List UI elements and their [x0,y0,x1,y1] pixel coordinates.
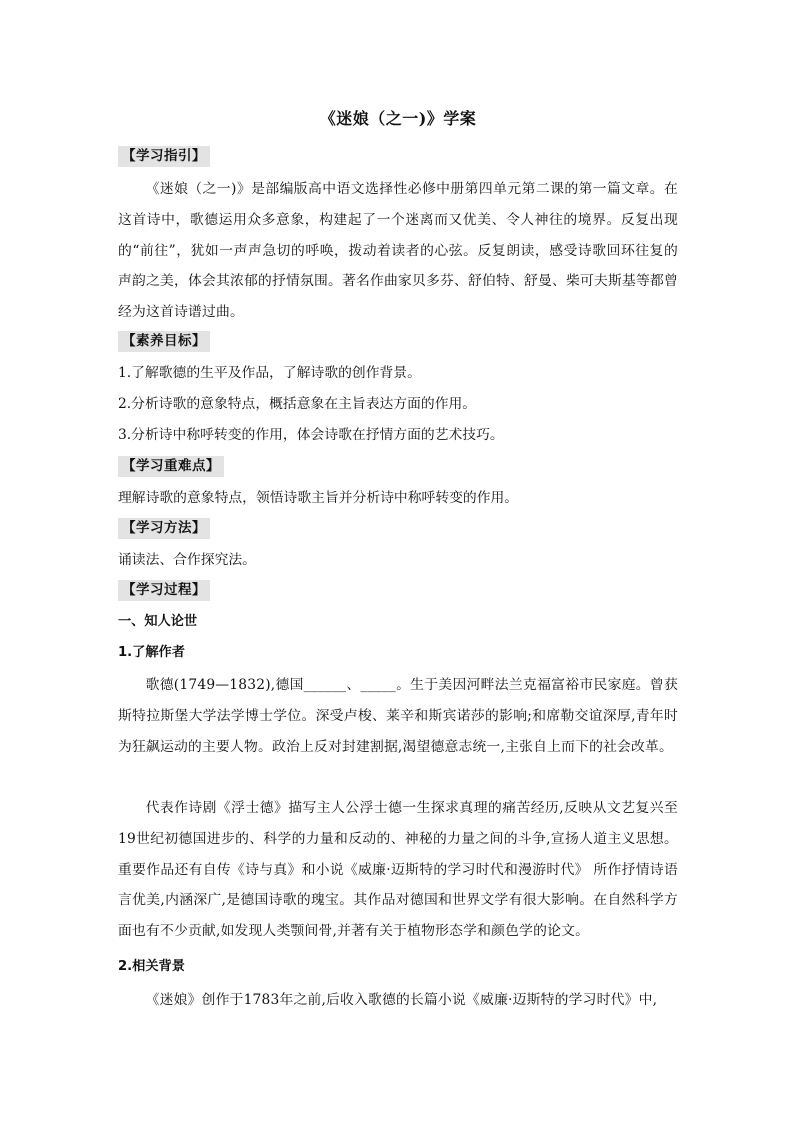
part-one-heading: 一、知人论世 [118,614,198,629]
sub-heading-author: 1.了解作者 [118,645,185,660]
goal-item-2: 2.分析诗歌的意象特点，概括意象在主旨表达方面的作用。 [118,396,477,412]
section-heading-goals: 【素养目标】 [118,331,210,352]
goal-item-1: 1.了解歌德的生平及作品，了解诗歌的创作背景。 [118,365,421,381]
goal-item-3: 3.分析诗中称呼转变的作用，体会诗歌在抒情方面的艺术技巧。 [118,427,504,443]
page-title: 《迷娘（之一)》学案 [319,109,477,128]
method-text: 诵读法、合作探究法。 [118,552,256,568]
section-heading-key-points: 【学习重难点】 [118,456,224,477]
background-paragraph: 《迷娘》创作于1783年之前,后收入歌德的长篇小说《威廉·迈斯特的学习时代》中, [145,992,658,1008]
key-points-text: 理解诗歌的意象特点，领悟诗歌主旨并分析诗中称呼转变的作用。 [118,490,519,506]
guide-paragraph: 《迷娘（之一)》是部编版高中语文选择性必修中册第四单元第二课的第一篇文章。在这首诗中，歌德运用众多意象，构建起了一个迷离而又优美、令人神往的境界。反复出现的“前往”，犹如一声声急切的呼唤，拨动着读者的心弦。反复朗读，感受诗歌回环往复的声韵之美，体会其浓郁的抒情氛围。著名作曲家贝多芬、舒伯特、舒曼、柴可夫斯基等都曾经为这首诗谱过曲。 [118,181,678,321]
section-heading-process: 【学习过程】 [118,580,210,601]
section-heading-guide: 【学习指引】 [118,146,210,167]
sub-heading-background: 2.相关背景 [118,959,185,974]
author-paragraph-1: 歌德(1749—1832),德国______、_____。生于美因河畔法兰克福富裕市民家庭。曾获斯特拉斯堡大学法学博士学位。深受卢梭、莱辛和斯宾诺莎的影响;和席勒交谊深厚,青年时为狂飙运动的主要人物。政治上反对封建割据,渴望德意志统一,主张自上而下的社会改革。 [118,677,678,755]
author-paragraph-2: 代表作诗剧《浮士德》描写主人公浮士德一生探求真理的痛苦经历,反映从文艺复兴至19世纪初德国进步的、科学的力量和反动的、神秘的力量之间的斗争,宣扬人道主义思想。重要作品还有自传《诗与真》和小说《威廉·迈斯特的学习时代和漫游时代》 所作抒情诗语言优美,内涵深广,是德国诗歌的瑰宝。其作品对德国和世界文学有很大影响。在自然科学方面也有不少贡献,如发现人类颚间骨,并著有关于植物形态学和颜色学的论文。 [118,800,678,940]
section-heading-method: 【学习方法】 [118,518,210,539]
